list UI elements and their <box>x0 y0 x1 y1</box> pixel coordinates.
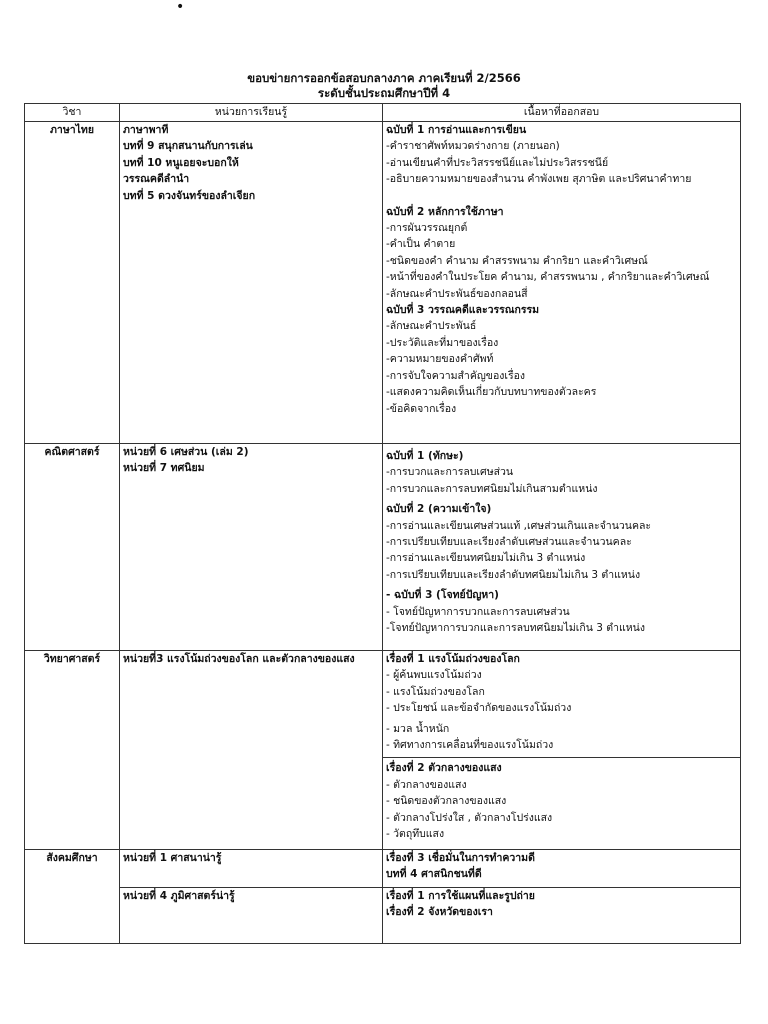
header-subject: วิชา <box>25 104 120 122</box>
content-item: -โจทย์ปัญหาการบวกและการลบทศนิยมไม่เกิน 3 ตำแหน่ง <box>386 622 645 635</box>
section-heading: ฉบับที่ 2 (ความเข้าใจ) <box>386 503 492 516</box>
unit-line: บทที่ 5 ดวงจันทร์ของลำเจียก <box>123 189 256 202</box>
header-unit: หน่วยการเรียนรู้ <box>120 104 383 122</box>
unit-science: หน่วยที่3 แรงโน้มถ่วงของโลก และตัวกลางของแสง <box>120 651 383 850</box>
content-item: -ประวัติและที่มาของเรื่อง <box>386 336 499 349</box>
table-row-social-2 <box>25 888 741 944</box>
table-row-science <box>25 651 741 850</box>
units-thai <box>120 122 383 444</box>
content-item: -ข้อคิดจากเรื่อง <box>386 402 457 415</box>
content-item: เรื่องที่ 3 เชื่อมั่นในการทำความดี <box>386 852 535 864</box>
content-item: - มวล น้ำหนัก <box>386 722 450 735</box>
unit-line: ภาษาพาที <box>123 124 169 136</box>
content-item: -การบวกและการลบเศษส่วน <box>386 466 514 479</box>
content-item: -คำเป็น คำตาย <box>386 238 456 251</box>
table-row-thai <box>25 122 741 444</box>
unit-line: วรรณคดีลำนำ <box>123 173 190 186</box>
content-item: -การจับใจความสำคัญของเรื่อง <box>386 369 526 382</box>
unit-line: บทที่ 9 สนุกสนานกับการเล่น <box>123 140 253 153</box>
content-item: -อ่านเขียนคำที่ประวิสรรชนีย์และไม่ประวิสรรชนีย์ <box>386 156 609 169</box>
content-item: -คำราชาศัพท์หมวดร่างกาย (ภายนอก) <box>386 140 560 153</box>
section-heading: - ฉบับที่ 3 (โจทย์ปัญหา) <box>386 589 499 602</box>
content-item: เรื่องที่ 1 การใช้แผนที่และรูปถ่าย <box>386 890 535 902</box>
content-item: บทที่ 4 ศาสนิกชนที่ดี <box>386 868 482 881</box>
subject-math: คณิตศาสตร์ <box>25 444 120 651</box>
content-item: -ความหมายของคำศัพท์ <box>386 353 494 366</box>
content-item: -การอ่านและเขียนเศษส่วนแท้ ,เศษส่วนเกินและจำนวนคละ <box>386 519 652 532</box>
subject-thai: ภาษาไทย <box>25 122 120 444</box>
document-subtitle: ระดับชั้นประถมศึกษาปีที่ 4 <box>317 86 451 100</box>
content-item: -อธิบายความหมายของสำนวน คำพังเพย สุภาษิต และปริศนาคำทาย <box>386 173 692 186</box>
table-row-math <box>25 444 741 651</box>
content-item: - ผู้ค้นพบแรงโน้มถ่วง <box>386 669 482 682</box>
section-heading: ฉบับที่ 1 การอ่านและการเขียน <box>386 124 527 136</box>
content-item: - ชนิดของตัวกลางของแสง <box>386 795 507 808</box>
content-item: -การบวกและการลบทศนิยมไม่เกินสามตำแหน่ง <box>386 482 598 495</box>
content-social-2 <box>383 888 741 944</box>
content-item: -แสดงความคิดเห็นเกี่ยวกับบทบาทของตัวละคร <box>386 386 597 399</box>
content-thai <box>383 122 741 444</box>
bullet-dot: • <box>176 0 185 15</box>
unit-line: บทที่ 10 หนูเอยจะบอกให้ <box>123 156 239 169</box>
content-item: เรื่องที่ 2 จังหวัดของเรา <box>386 906 493 919</box>
exam-scope-table <box>24 103 741 944</box>
content-item: - แรงโน้มถ่วงของโลก <box>386 685 485 698</box>
content-item: -ลักษณะคำประพันธ์ <box>386 320 477 333</box>
table-header-row <box>25 104 741 122</box>
content-item: -การผันวรรณยุกต์ <box>386 222 468 235</box>
content-item: -การอ่านและเขียนทศนิยมไม่เกิน 3 ตำแหน่ง <box>386 552 586 565</box>
section-heading: ฉบับที่ 3 วรรณคดีและวรรณกรรม <box>386 304 540 317</box>
section-heading: ฉบับที่ 2 หลักการใช้ภาษา <box>386 205 504 218</box>
content-science <box>383 651 741 850</box>
unit-line: หน่วยที่ 6 เศษส่วน (เล่ม 2) <box>123 446 249 458</box>
content-item: - ประโยชน์ และข้อจำกัดของแรงโน้มถ่วง <box>386 702 572 715</box>
content-item: -การเปรียบเทียบและเรียงลำดับเศษส่วนและจำนวนคละ <box>386 536 632 549</box>
content-item: -ชนิดของคำ คำนาม คำสรรพนาม คำกริยา และคำวิเศษณ์ <box>386 254 648 267</box>
content-math <box>383 444 741 651</box>
section-heading: เรื่องที่ 1 แรงโน้มถ่วงของโลก <box>386 653 520 665</box>
section-heading: เรื่องที่ 2 ตัวกลางของแสง <box>386 762 502 775</box>
subject-science: วิทยาศาสตร์ <box>25 651 120 850</box>
units-math <box>120 444 383 651</box>
unit-social-2: หน่วยที่ 4 ภูมิศาสตร์น่ารู้ <box>120 888 383 944</box>
table-row-social-1 <box>25 850 741 888</box>
content-item: - ตัวกลางโปร่งใส , ตัวกลางโปร่งแสง <box>386 811 553 824</box>
section-divider <box>383 757 740 842</box>
content-item: - ตัวกลางของแสง <box>386 778 467 791</box>
content-social-1 <box>383 850 741 888</box>
content-item: - ทิศทางการเคลื่อนที่ของแรงโน้มถ่วง <box>386 739 554 752</box>
content-item: - วัตถุทึบแสง <box>386 828 445 841</box>
section-heading: ฉบับที่ 1 (ทักษะ) <box>386 450 464 462</box>
content-item: -ลักษณะคำประพันธ์ของกลอนสี่ <box>386 287 528 300</box>
content-item: - โจทย์ปัญหาการบวกและการลบเศษส่วน <box>386 605 570 618</box>
unit-line: หน่วยที่ 7 ทศนิยม <box>123 462 205 475</box>
unit-social-1: หน่วยที่ 1 ศาสนาน่ารู้ <box>120 850 383 888</box>
subject-social: สังคมศึกษา <box>25 850 120 944</box>
content-item: -หน้าที่ของคำในประโยค คำนาม, คำสรรพนาม , คำกริยาและคำวิเศษณ์ <box>386 271 710 284</box>
content-item: -การเปรียบเทียบและเรียงลำดับทศนิยมไม่เกิน 3 ตำแหน่ง <box>386 568 641 581</box>
document-title: ขอบข่ายการออกข้อสอบกลางภาค ภาคเรียนที่ 2/2566 <box>247 71 521 85</box>
header-content: เนื้อหาที่ออกสอบ <box>383 104 741 122</box>
